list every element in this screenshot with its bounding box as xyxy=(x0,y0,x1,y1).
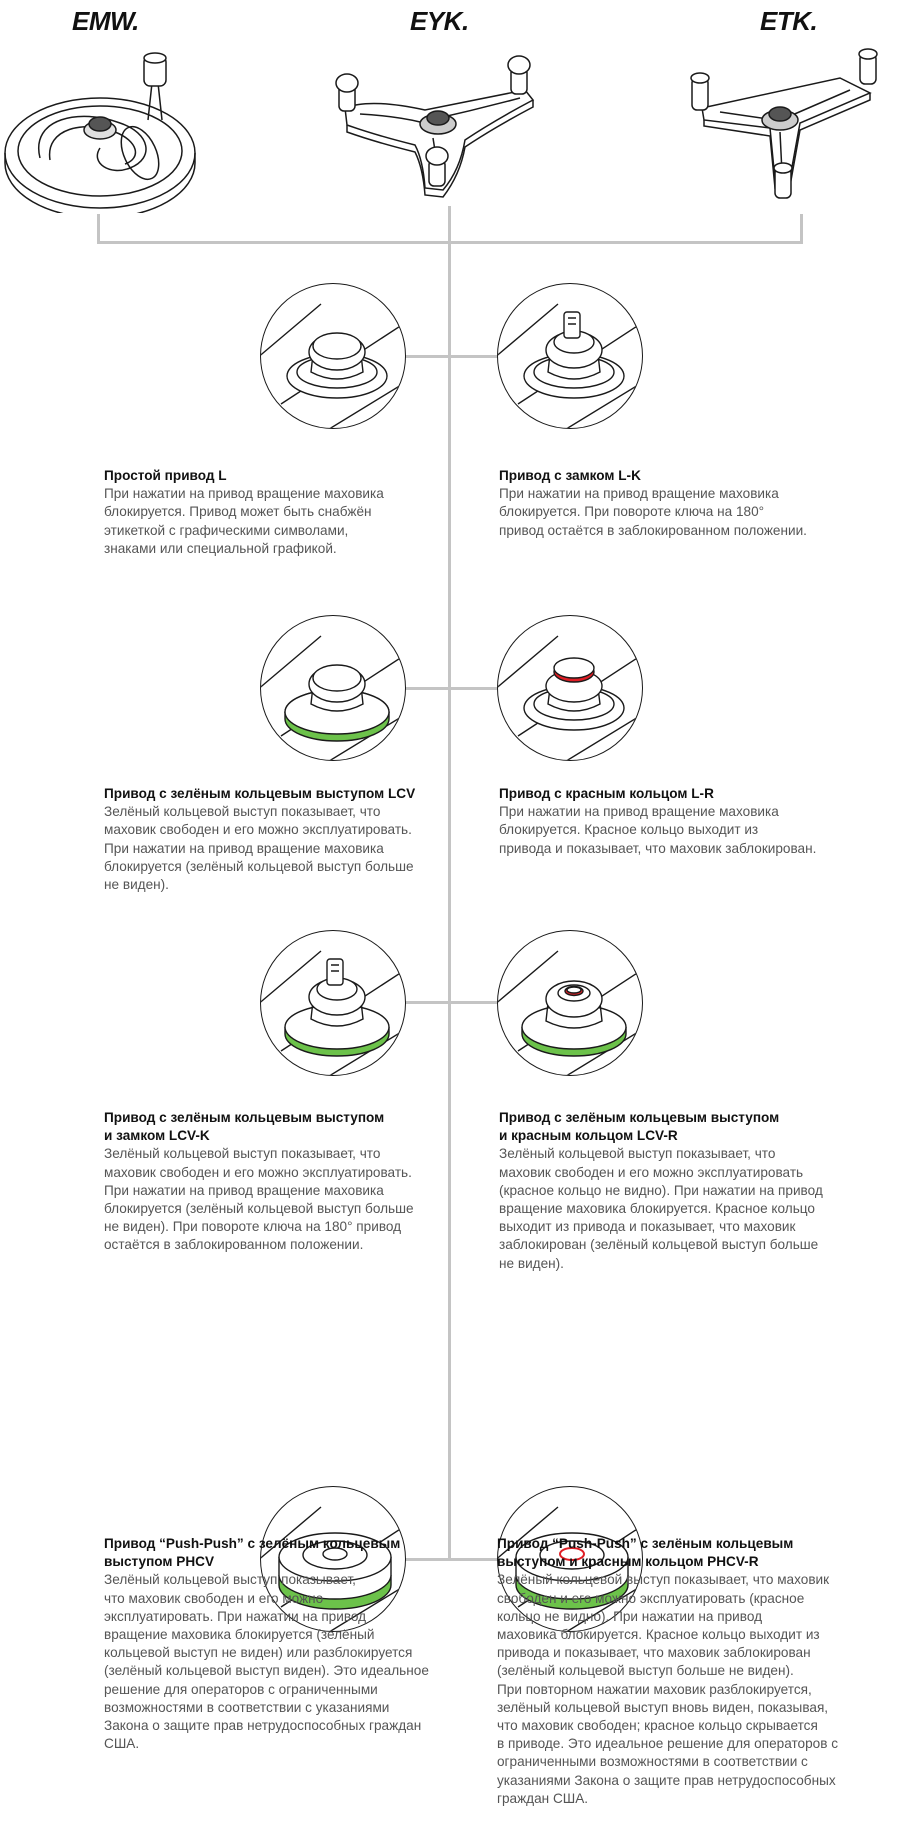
actuator-phcv-block xyxy=(104,1535,444,1753)
actuator-lcv-title: Привод с зелёным кольцевым выступом LCV xyxy=(104,786,416,801)
actuator-l-desc: При нажатии на привод вращение маховика блокируется. Привод может быть снабжён этикеткой с графическими символами, знаками или специальной графикой. xyxy=(104,486,384,556)
actuator-l-illustration xyxy=(260,283,406,429)
actuator-lcv-r-title: Привод с зелёным кольцевым выступом и красным кольцом LCV-R xyxy=(499,1110,780,1144)
actuator-l-block xyxy=(104,467,444,558)
actuator-phcv-r-desc: Зелёный кольцевой выступ показывает, что маховик свободен и его можно эксплуатировать (красное кольцо не видно). При нажатии на привод маховика блокируется. Красное кольцо выходит из привода и показывает, что маховик заблокирован (зелёный кольцевой выступ больше не виден). При повторном нажатии маховик разблокируется, зелёный кольцевой выступ вновь виден, показывая, что маховик свободен; красное кольцо скрывается в приводе. Это идеальное решение для операторов с ограниченными возможностями в соответствии с указаниями Закона о защите прав нетрудоспособных граждан США. xyxy=(497,1572,839,1806)
connector-eyk-drop xyxy=(448,206,451,244)
actuator-lcv-k-title: Привод с зелёным кольцевым выступом и замком LCV-K xyxy=(104,1110,385,1144)
actuator-lcv-illustration xyxy=(260,615,406,761)
actuator-lcv-desc: Зелёный кольцевой выступ показывает, что маховик свободен и его можно эксплуатировать. При нажатии на привод вращение маховика блокируется (зелёный кольцевой выступ больше не виден). xyxy=(104,804,414,893)
actuator-lcv-k-illustration xyxy=(260,930,406,1076)
etk-handwheel-icon xyxy=(680,48,890,208)
actuator-lcv-r-block xyxy=(499,1109,839,1273)
actuator-l-r-title: Привод с красным кольцом L-R xyxy=(499,786,714,801)
actuator-lcv-r-desc: Зелёный кольцевой выступ показывает, что маховик свободен и его можно эксплуатировать (красное кольцо не видно). При нажатии на привод вращение маховика блокируется. Красное кольцо выходит из привода и показывает, что маховик заблокирован (зелёный кольцевой выступ больше не виден). xyxy=(499,1146,823,1271)
actuator-phcv-r-block xyxy=(497,1535,857,1808)
connector-trunk xyxy=(448,244,451,1560)
connector-row-1 xyxy=(400,355,500,358)
connector-etk-drop xyxy=(800,214,803,244)
emw-handwheel-icon xyxy=(0,48,210,213)
connector-row-3 xyxy=(400,1001,500,1004)
actuator-l-k-illustration xyxy=(497,283,643,429)
model-label-eyk: EYK. xyxy=(410,6,469,36)
model-label-etk: ETK. xyxy=(760,6,818,36)
actuator-l-title: Простой привод L xyxy=(104,468,227,483)
connector-row-2 xyxy=(400,687,500,690)
actuator-l-r-desc: При нажатии на привод вращение маховика блокируется. Красное кольцо выходит из привода и показывает, что маховик заблокирован. xyxy=(499,804,817,856)
actuator-l-k-title: Привод с замком L-K xyxy=(499,468,641,483)
actuator-phcv-r-title: Привод “Push-Push” с зелёным кольцевым выступом и красным кольцом PHCV-R xyxy=(497,1536,794,1570)
actuator-l-r-illustration xyxy=(497,615,643,761)
actuator-phcv-title: Привод “Push-Push” с зелёным кольцевым выступом PHCV xyxy=(104,1536,401,1570)
eyk-handwheel-icon xyxy=(325,50,555,210)
model-label-emw: EMW. xyxy=(72,6,139,36)
actuator-lcv-r-illustration xyxy=(497,930,643,1076)
actuator-phcv-desc: Зелёный кольцевой выступ показывает, что маховик свободен и его можно эксплуатировать. При нажатии на привод вращение маховика блокируется (зелёный кольцевой выступ не виден) или разблокируется (зелёный кольцевой выступ виден). Это идеальное решение для операторов с ограниченными возможностями в соответствии с указаниями Закона о защите прав нетрудоспособных граждан США. xyxy=(104,1572,429,1752)
actuator-l-k-block xyxy=(499,467,839,540)
connector-emw-drop xyxy=(97,214,100,244)
actuator-l-r-block xyxy=(499,785,839,858)
actuator-lcv-block xyxy=(104,785,444,894)
actuator-lcv-k-block xyxy=(104,1109,444,1255)
actuator-l-k-desc: При нажатии на привод вращение маховика блокируется. При повороте ключа на 180° привод остаётся в заблокированном положении. xyxy=(499,486,807,538)
actuator-lcv-k-desc: Зелёный кольцевой выступ показывает, что маховик свободен и его можно эксплуатировать. При нажатии на привод вращение маховика блокируется (зелёный кольцевой выступ больше не виден). При повороте ключа на 180° привод остаётся в заблокированном положении. xyxy=(104,1146,414,1253)
